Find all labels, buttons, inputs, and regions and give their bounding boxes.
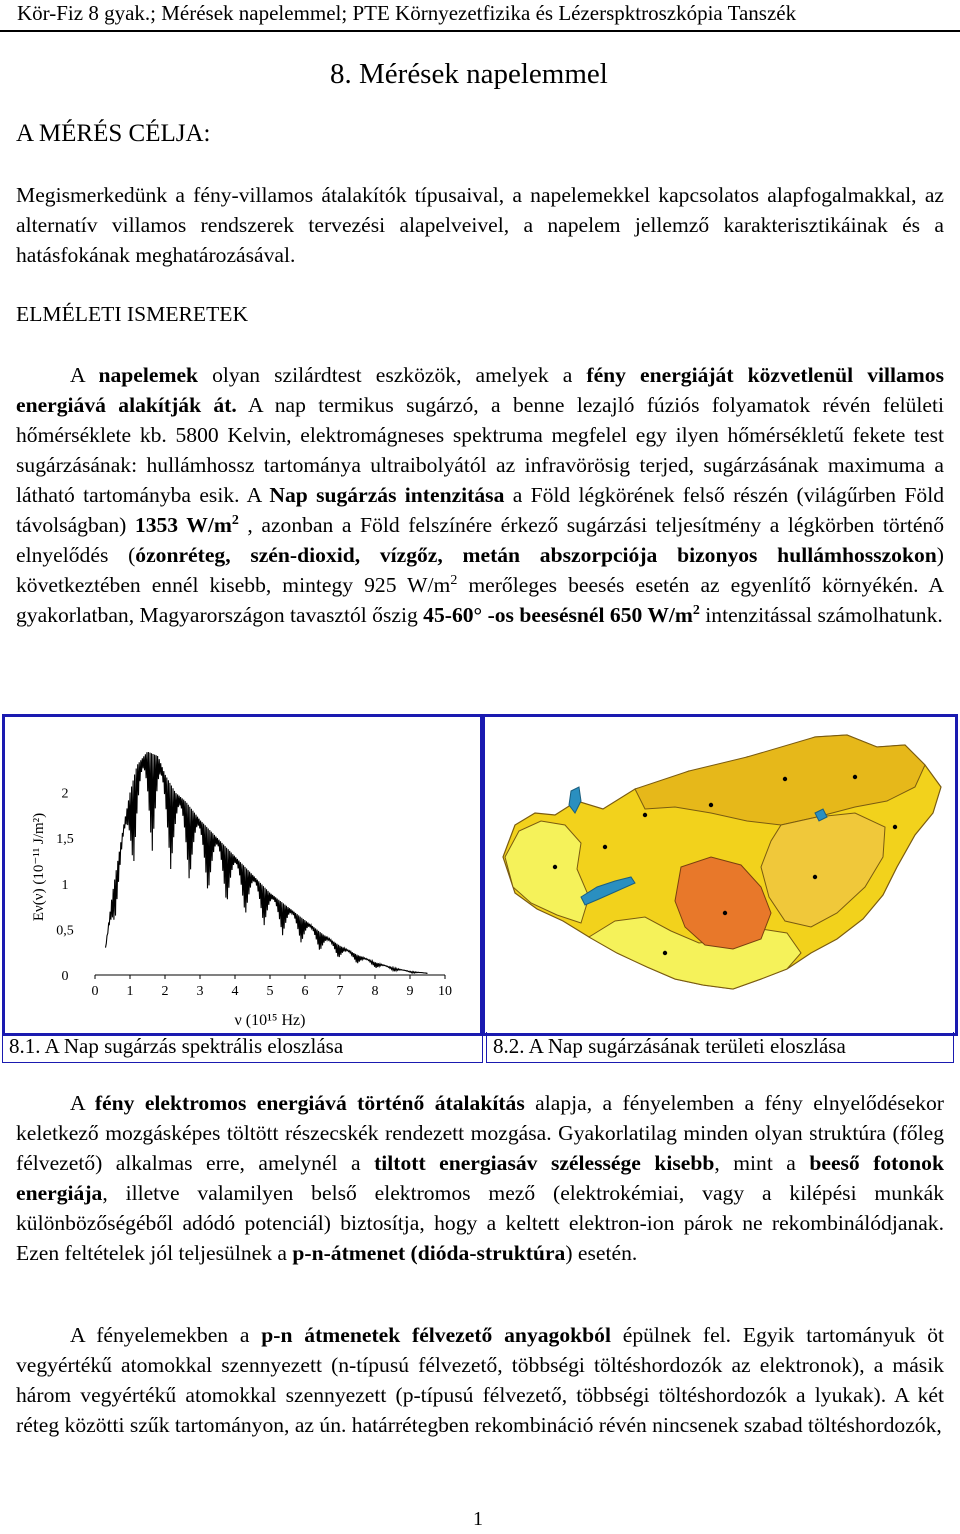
conversion-paragraph: A fény elektromos energiává történő átalakítás alapja, a fényelemben a fény elnyelődésekor keletkező mozgásképes töltött részecskék rendezett mozgása. Gyakorlatilag minden olyan struktúra (főleg félvezető) alkalmas erre, amelynél a tiltott energiasáv szélessége kisebb, mint a beeső fotonok energiája, illetve valamilyen belső elektromos mező (elektrokémiai, vagy a kilépési munkák különbözőségéből adódó potenciál) biztosítja, hogy a keltett elektron-ion párok ne rekombinálódjanak. Ezen feltételek jól teljesülnek a p-n-átmenet (dióda-struktúra) esetén. [16,1091,944,1265]
x-tick-label: 3 [196,984,204,999]
figure-caption-1: 8.1. A Nap sugárzás spektrális eloszlása [9,1034,344,1058]
x-tick-label: 8 [371,984,379,999]
theory-heading: ELMÉLETI ISMERETEK [16,302,249,326]
pn-junction-paragraph: A fényelemekben a p-n átmenetek félvezető anyagokból épülnek fel. Egyik tartományuk öt vegyértékű atomokkal szennyezett (n-típusú félvezető, többségi töltéshordozók az elektronok), a másik három vegyértékű atomokkal szennyezett (p-típusú félvezető, többségi töltéshordozók a lyukak). A két réteg közötti szűk tartományon, az ún. határrétegben rekombináció révén nincsenek szabad töltéshordozók, [16,1323,944,1437]
caption-box-1 [2,1032,483,1063]
goal-heading: A MÉRÉS CÉLJA: [16,120,211,147]
y-tick-label: 2 [61,786,69,802]
x-tick-label: 7 [336,984,344,999]
x-tick-label: 10 [438,984,452,999]
header-text: Kör-Fiz 8 gyak.; Mérések napelemmel; PTE Környezetfizika és Lézerspktroszkópia Tanszék [17,1,797,25]
y-axis-label: Eν(ν) (10⁻¹¹ J/m²) [31,812,47,922]
spectrum-chart [5,717,480,1033]
caption-box-2 [486,1032,954,1063]
x-tick-label: 1 [126,984,134,999]
page-number: 1 [473,1508,483,1530]
x-tick-label: 9 [406,984,414,999]
x-tick-label: 5 [266,984,274,999]
running-header [0,0,960,32]
x-axis-label: ν (10¹⁵ Hz) [234,1012,306,1029]
y-tick-label: 1 [61,877,69,893]
figure-map [482,714,958,1036]
theory-paragraph-1: A napelemek olyan szilárdtest eszközök, amelyek a fény energiáját közvetlenül villamos energiává alakítják át. A nap termikus sugárzó, a benne lezajló fúziós folyamatok révén felületi hőmérséklete kb. 5800 Kelvin, elektromágneses spektruma megfelel egy ilyen hőmérsékletű fekete test sugárzásának: hullámhossz tartománya ultraibolyától az infravörösig terjed, sugárzásának maximuma a látható tartományba esik. A Nap sugárzás intenzitása a Föld légkörének felső részén (világűrben Föld távolságban) 1353 $W/m^2$ , azonban a Föld felszínére érkező sugárzási teljesítmény a légkörben történő elnyelődés (ózonréteg, szén-dioxid, vízgőz, metán abszorpciója bizonyos hullámhosszokon) következtében ennél kisebb, mintegy 925 $W/m^2$ merőleges beesés esetén az egyenlítő környékén. A gyakorlatban, Magyarországon tavasztól őszig 45-60° -os beesésnél 650 $W/m^2$ intenzitással számolhatunk. [16,363,945,627]
x-tick-label: 6 [301,984,309,999]
y-tick-label: 0,5 [56,923,74,939]
figure-caption-2: 8.2. A Nap sugárzásának területi eloszlása [493,1034,846,1058]
x-tick-label: 0 [91,984,99,999]
x-tick-label: 2 [161,984,169,999]
y-tick-label: 0 [61,969,69,984]
spectrum-series-line [106,752,428,973]
hungary-radiation-map [485,717,955,1033]
page-title: 8. Mérések napelemmel [330,58,608,90]
x-tick-label: 4 [231,984,239,999]
figure-spectrum [2,714,483,1036]
y-tick-label: 1,5 [56,832,74,848]
intro-paragraph: Megismerkedünk a fény-villamos átalakítók típusaival, a napelemekkel kapcsolatos alapfogalmakkal, az alternatív villamos rendszerek tervezési alapelveivel, a napelem jellemző karakterisztikáinak és a hatásfokának meghatározásával. [16,183,944,267]
